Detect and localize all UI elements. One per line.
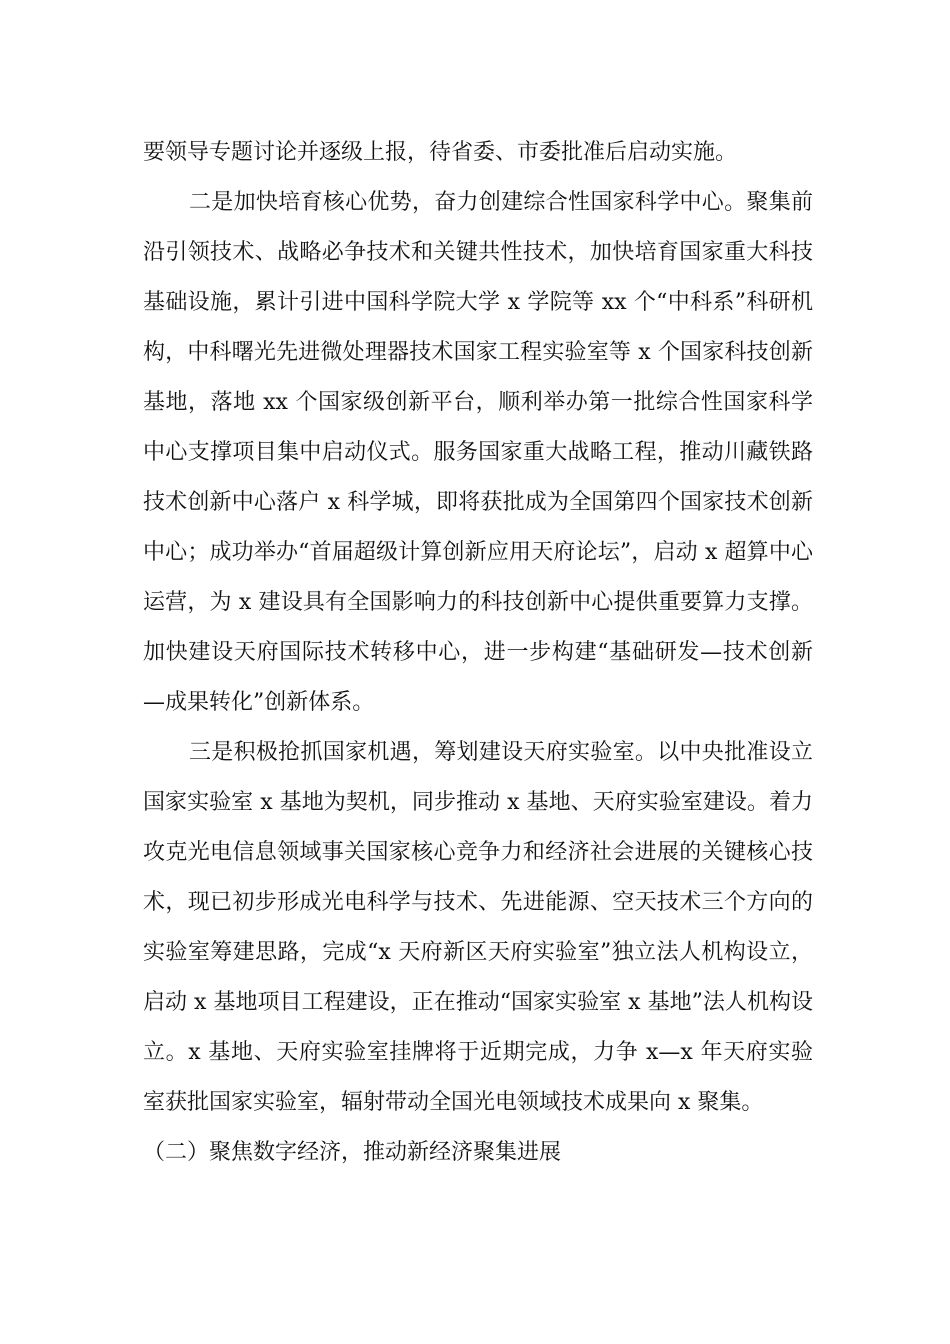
section-heading-digital-economy: （二）聚焦数字经济，推动新经济聚集进展 bbox=[143, 1140, 562, 1165]
document-body bbox=[143, 128, 813, 1178]
paragraph-continuation: 要领导专题讨论并逐级上报，待省委、市委批准后启动实施。 bbox=[143, 140, 738, 165]
paragraph-national-science-center: 二是加快培育核心优势，奋力创建综合性国家科学中心。聚集前沿引领技术、战略必争技术和关键共性技术，加快培育国家重大科技基础设施，累计引进中国科学院大学 x 学院等 xx 个“中科系”科研机构，中科曙光先进微处理器技术国家工程实验室等 x 个国家科技创新基地，落地 xx 个国家级创新平台，顺利举办第一批综合性国家科学中心支撑项目集中启动仪式。服务国家重大战略工程，推动川藏铁路技术创新中心落户 x 科学城，即将获批成为全国第四个国家技术创新中心；成功举办“首届超级计算创新应用天府论坛”，启动 x 超算中心运营，为 x 建设具有全国影响力的科技创新中心提供重要算力支撑。加快建设天府国际技术转移中心，进一步构建“基础研发—技术创新—成果转化”创新体系。 bbox=[143, 190, 813, 715]
paragraph-tianfu-laboratory: 三是积极抢抓国家机遇，筹划建设天府实验室。以中央批准设立国家实验室 x 基地为契机，同步推动 x 基地、天府实验室建设。着力攻克光电信息领域事关国家核心竞争力和经济社会进展的关键核心技术，现已初步形成光电科学与技术、先进能源、空天技术三个方向的实验室筹建思路，完成“x 天府新区天府实验室”独立法人机构设立，启动 x 基地项目工程建设，正在推动“国家实验室 x 基地”法人机构设立。x 基地、天府实验室挂牌将于近期完成，力争 x—x 年天府实验室获批国家实验室，辐射带动全国光电领域技术成果向 x 聚集。 bbox=[143, 740, 813, 1115]
